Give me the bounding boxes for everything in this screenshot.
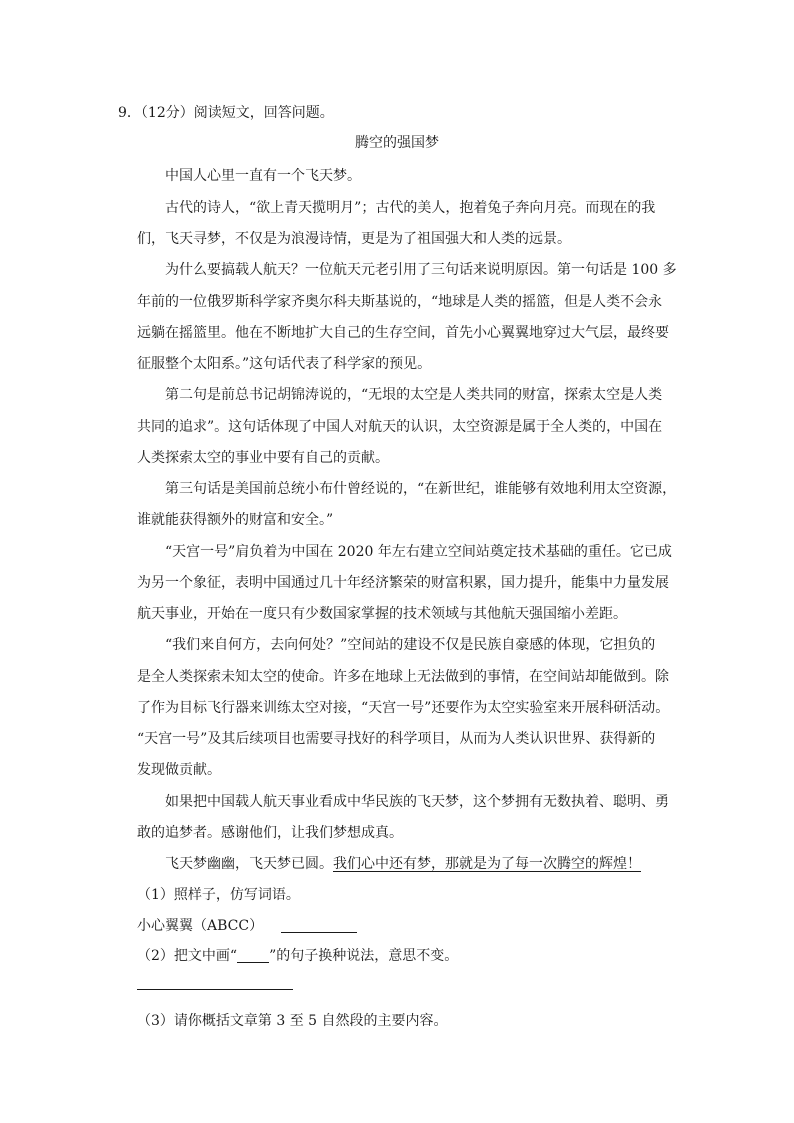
sub-question-2: [137, 946, 677, 966]
paragraph-2-line-2: 们，飞天寻梦，不仅是为浪漫诗情，更是为了祖国强大和人类的远景。: [137, 231, 571, 247]
paragraph-9: [165, 854, 677, 874]
sub-question-2-suffix: ”的句子换种说法，意思不变。: [269, 948, 459, 964]
question-header: 9．（12分）阅读短文，回答问题。: [118, 105, 334, 121]
paragraph-8-line-2: 敢的追梦者。感谢他们，让我们梦想成真。: [137, 825, 403, 841]
sub-question-1: （1）照样子，仿写词语。: [137, 887, 300, 903]
paragraph-6-line-2: 为另一个象征，表明中国通过几十年经济繁荣的财富积累，国力提升，能集中力量发展: [137, 575, 669, 591]
paragraph-3-line-2: 年前的一位俄罗斯科学家齐奥尔科夫斯基说的，“地球是人类的摇篮，但是人类不会永: [137, 294, 663, 310]
paragraph-7-line-1: “我们来自何方，去向何处？”空间站的建设不仅是民族自豪感的体现，它担负的: [165, 637, 656, 653]
paragraph-7-line-5: 发现做贡献。: [137, 762, 221, 778]
paragraph-6-line-3: 航天事业，开始在一度只有少数国家掌握的技术领域与其他航天强国缩小差距。: [137, 606, 627, 622]
underline-mark: [237, 948, 269, 963]
paragraph-4-line-3: 人类探索太空的事业中要有自己的贡献。: [137, 450, 389, 466]
paragraph-3-line-1: 为什么要搞载人航天？一位航天元老引用了三句话来说明原因。第一句话是 100 多: [165, 262, 677, 278]
paragraph-4-line-2: 共同的追求”。这句话体现了中国人对航天的认识，太空资源是属于全人类的，中国在: [137, 419, 663, 435]
paragraph-3-line-4: 征服整个太阳系。”这句话代表了科学家的预见。: [137, 356, 432, 372]
paragraph-5-line-1: 第三句话是美国前总统小布什曾经说的，“在新世纪，谁能够有效地利用太空资源，: [165, 481, 677, 497]
sub-question-1-example: [137, 916, 677, 936]
paragraph-2-line-1: 古代的诗人，“欲上青天揽明月”；古代的美人，抱着兔子奔向月亮。而现在的我: [165, 200, 656, 216]
paragraph-7-line-2: 是全人类探索未知太空的使命。许多在地球上无法做到的事情，在空间站却能做到。除: [137, 669, 669, 685]
sub-question-3: （3）请你概括文章第 3 至 5 自然段的主要内容。: [137, 1013, 448, 1029]
paragraph-5-line-2: 谁就能获得额外的财富和安全。”: [137, 512, 334, 528]
passage-title: 腾空的强国梦: [355, 135, 439, 151]
underlined-sentence: 我们心中还有梦，那就是为了每一次腾空的辉煌！: [333, 856, 641, 872]
sub-question-2-prefix: （2）把文中画“: [137, 948, 238, 964]
paragraph-1: 中国人心里一直有一个飞天梦。: [165, 168, 361, 184]
paragraph-6-line-1: “天宫一号”肩负着为中国在 2020 年左右建立空间站奠定技术基础的重任。它已成: [165, 544, 672, 560]
example-word: 小心翼翼（ABCC）: [137, 918, 264, 934]
paragraph-3-line-3: 远躺在摇篮里。他在不断地扩大自己的生存空间，首先小心翼翼地穿过大气层，最终要: [137, 325, 669, 341]
paragraph-7-line-3: 了作为目标飞行器来训练太空对接，“天宫一号”还要作为太空实验室来开展科研活动。: [137, 700, 670, 716]
paragraph-9-text: 飞天梦幽幽，飞天梦已圆。: [165, 856, 333, 872]
answer-line-2[interactable]: [137, 989, 293, 990]
paragraph-8-line-1: 如果把中国载人航天事业看成中华民族的飞天梦，这个梦拥有无数执着、聪明、勇: [165, 794, 669, 810]
answer-blank-1[interactable]: [281, 918, 357, 933]
paragraph-7-line-4: “天宫一号”及其后续项目也需要寻找好的科学项目，从而为人类认识世界、获得新的: [137, 731, 656, 747]
paragraph-4-line-1: 第二句是前总书记胡锦涛说的，“无垠的太空是人类共同的财富，探索太空是人类: [165, 387, 663, 403]
